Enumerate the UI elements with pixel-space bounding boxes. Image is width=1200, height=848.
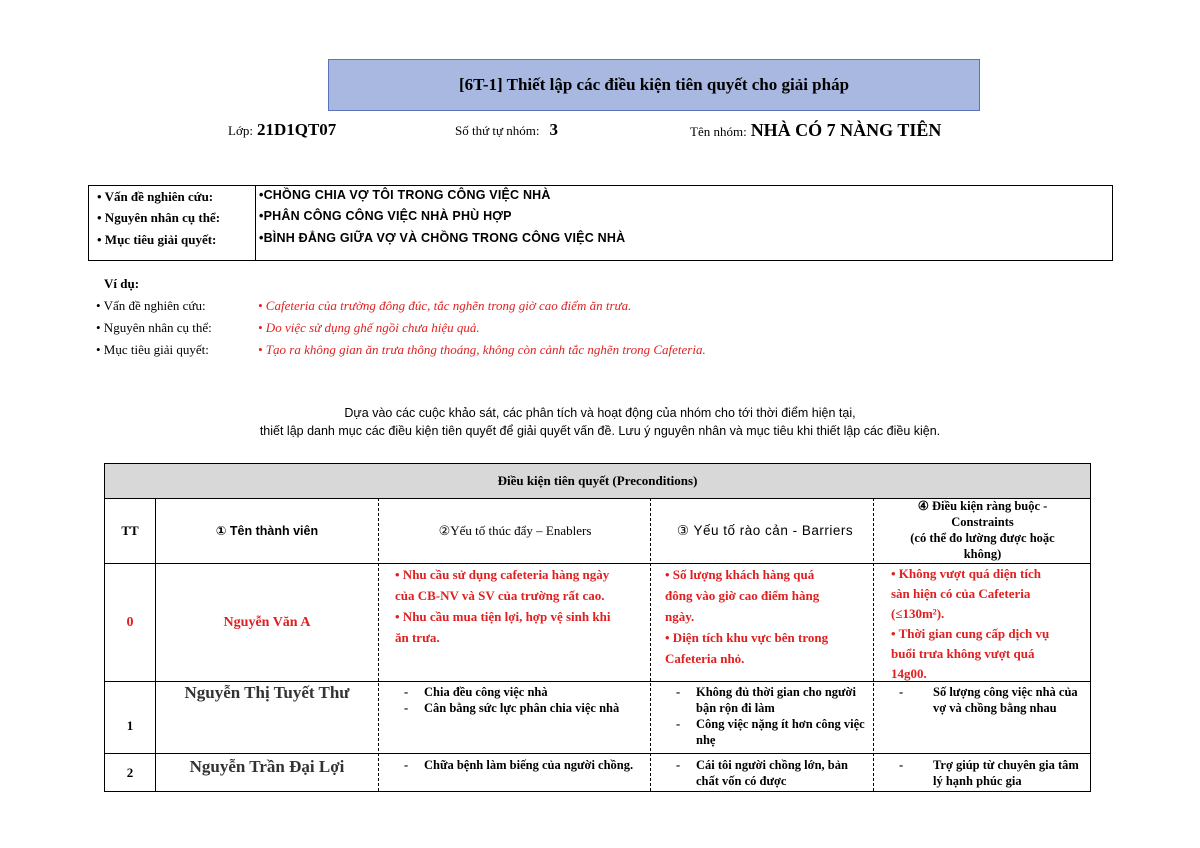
row-number: 2: [126, 765, 134, 780]
constraints-header-line: ④ Điều kiện ràng buộc -: [917, 499, 1048, 513]
list-item: • Nhu cầu sử dụng cafeteria hàng ngày: [395, 567, 610, 582]
list-item: • Không vượt quá diện tích: [891, 566, 1041, 581]
example-value: • Cafeteria của trường đông đúc, tắc nghẽn trong giờ cao điểm ăn trưa.: [258, 298, 632, 313]
barriers-cell: [652, 684, 872, 748]
list-item: • Số lượng khách hàng quá: [665, 567, 815, 582]
instructions-line-2: thiết lập danh mục các điều kiện tiên quyết để giải quyết vấn đề. Lưu ý nguyên nhân và mục tiêu khi thiết lập các điều kiện.: [259, 424, 941, 438]
list-item: buổi trưa không vượt quá: [891, 646, 1035, 661]
example-label: • Nguyên nhân cụ thể:: [96, 320, 212, 335]
constraints-cell: [891, 564, 1091, 684]
list-item: - Công việc nặng ít hơn công việc nhẹ: [652, 716, 872, 748]
problem-row-cause: [89, 208, 1112, 230]
page-title: [6T-1] Thiết lập các điều kiện tiên quyết cho giải pháp: [328, 59, 980, 111]
example-value: • Tạo ra không gian ăn trưa thông thoáng, không còn cảnh tắc nghẽn trong Cafeteria.: [258, 342, 706, 357]
problem-value: •BÌNH ĐẲNG GIỮA VỢ VÀ CHỒNG TRONG CÔNG VIỆC NHÀ: [259, 231, 626, 245]
list-item: của CB-NV và SV của trường rất cao.: [395, 588, 605, 603]
group-number-value: 3: [549, 120, 559, 139]
example-label: • Mục tiêu giải quyết:: [96, 342, 209, 357]
problem-label: • Nguyên nhân cụ thể:: [97, 210, 221, 225]
list-item: sàn hiện có của Cafeteria: [891, 586, 1031, 601]
enablers-cell: [380, 757, 648, 773]
column-header-constraints: [875, 498, 1090, 563]
problem-value: •PHÂN CÔNG CÔNG VIỆC NHÀ PHÙ HỢP: [259, 209, 512, 223]
list-item: - Trợ giúp từ chuyên gia tâm lý hạnh phúc gia: [875, 757, 1090, 789]
list-item: - Cân bằng sức lực phân chia việc nhà: [380, 700, 648, 716]
column-header-barriers: ③ Yếu tố rào cản - Barriers: [676, 522, 854, 538]
list-item: đông vào giờ cao điểm hàng: [665, 588, 820, 603]
constraints-cell: [875, 757, 1090, 789]
list-item: Cafeteria nhỏ.: [665, 651, 745, 666]
preconditions-table: [104, 463, 1091, 792]
column-header-member: ① Tên thành viên: [215, 524, 319, 538]
list-item: - Chữa bệnh làm biếng của người chồng.: [380, 757, 648, 773]
list-item: (≤130m²).: [891, 606, 945, 621]
list-item: ăn trưa.: [395, 630, 440, 645]
problem-row-research: [89, 187, 1112, 209]
class-label: Lớp:: [228, 123, 253, 138]
list-item: • Diện tích khu vực bên trong: [665, 630, 829, 645]
table-header: Điều kiện tiên quyết (Preconditions): [105, 464, 1090, 499]
member-name: Nguyễn Thị Tuyết Thư: [184, 683, 350, 702]
group-name-field: [690, 120, 941, 141]
example-heading: Ví dụ:: [104, 276, 140, 291]
row-number: 1: [126, 717, 134, 733]
problem-statement-box: [88, 185, 1113, 261]
problem-label: • Mục tiêu giải quyết:: [97, 232, 217, 247]
enablers-cell: [380, 684, 648, 716]
constraints-header-line: (có thể đo lường được hoặc: [910, 531, 1055, 545]
row-number: 0: [126, 614, 134, 630]
list-item: 14g00.: [891, 666, 927, 681]
group-name-value: NHÀ CÓ 7 NÀNG TIÊN: [750, 120, 942, 140]
problem-value: •CHỒNG CHIA VỢ TÔI TRONG CÔNG VIỆC NHÀ: [259, 188, 551, 202]
list-item: - Không đủ thời gian cho người bận rộn đi làm: [652, 684, 872, 716]
example-value: • Do việc sử dụng ghế ngồi chưa hiệu quả.: [258, 320, 480, 335]
group-name-label: Tên nhóm:: [690, 124, 747, 139]
problem-row-goal: [89, 230, 1112, 252]
column-header-enablers: ②Yếu tố thúc đẩy – Enablers: [438, 522, 592, 538]
group-number-label: Số thứ tự nhóm:: [455, 123, 540, 138]
barriers-cell: [652, 757, 872, 789]
constraints-header-line: không): [963, 547, 1002, 561]
list-item: • Thời gian cung cấp dịch vụ: [891, 626, 1050, 641]
class-value: 21D1QT07: [256, 120, 337, 139]
member-name: Nguyễn Trần Đại Lợi: [189, 757, 345, 776]
list-item: [875, 684, 1090, 716]
column-header-tt: TT: [121, 522, 139, 538]
member-name: Nguyễn Văn A: [223, 614, 311, 630]
list-item: - Chia đều công việc nhà: [380, 684, 648, 700]
problem-label: • Vấn đề nghiên cứu:: [97, 189, 214, 204]
group-number-field: [455, 120, 558, 140]
constraints-cell: [875, 684, 1090, 716]
list-item: ngày.: [665, 609, 695, 624]
class-field: [228, 120, 336, 140]
barriers-cell: [665, 564, 870, 669]
enablers-cell: [395, 564, 645, 648]
list-item: - Cái tôi người chồng lớn, bản chất vốn có được: [652, 757, 872, 789]
instructions-line-1: Dựa vào các cuộc khảo sát, các phân tích và hoạt động của nhóm cho tới thời điểm hiện tại,: [344, 406, 856, 420]
list-item: • Nhu cầu mua tiện lợi, hợp vệ sinh khi: [395, 609, 611, 624]
constraints-header-line: Constraints: [951, 515, 1014, 529]
list-item-text: Số lượng công việc nhà của vợ và chồng bằng nhau: [933, 685, 1078, 715]
example-label: • Vấn đề nghiên cứu:: [96, 298, 206, 313]
